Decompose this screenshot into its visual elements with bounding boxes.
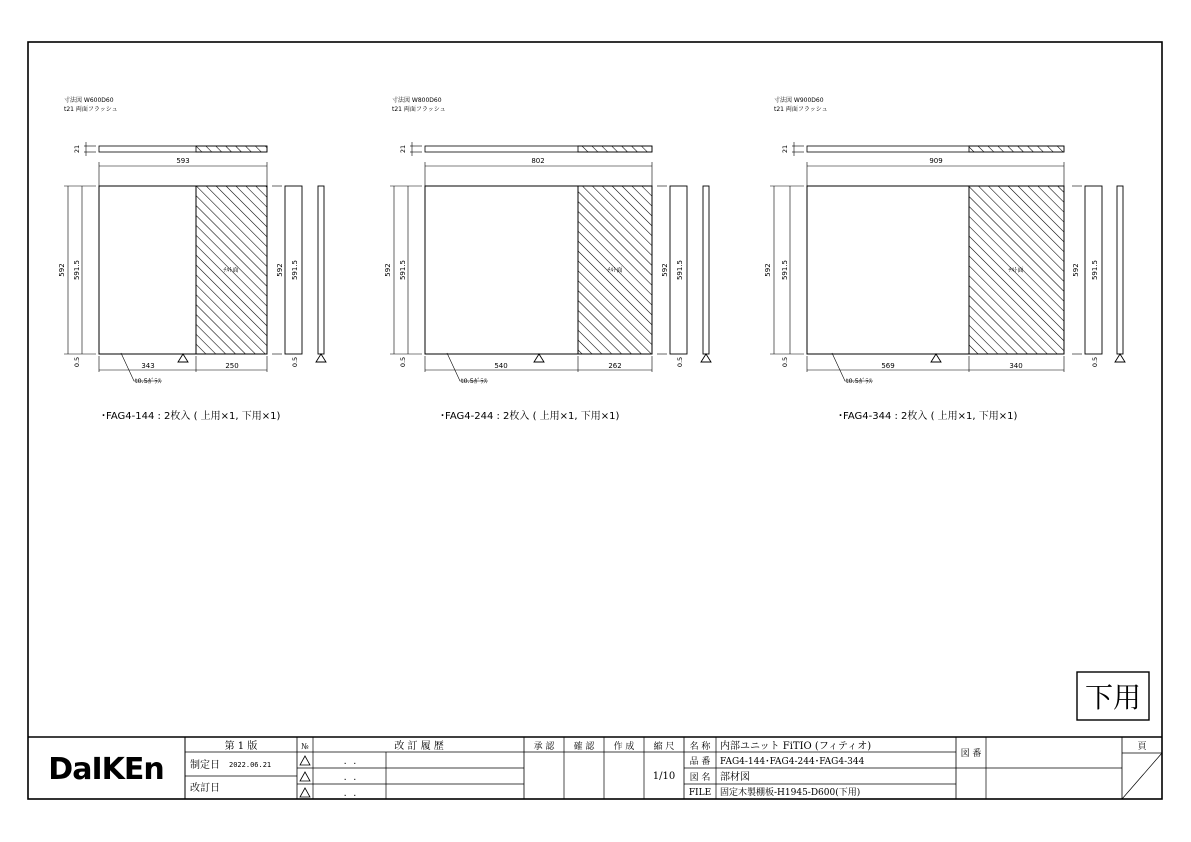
scale-value: 1/10 xyxy=(652,771,676,782)
dim-thickness: 21 xyxy=(399,144,407,154)
side-height-inner: 591.5 xyxy=(291,259,299,281)
caption: ･FAG4-344 : 2枚入 ( 上用×1, 下用×1) xyxy=(838,411,1018,422)
dim-bottom-left: 569 xyxy=(881,362,895,370)
established-label: 制定日 xyxy=(190,760,220,771)
panel-drawing-1 xyxy=(58,96,326,422)
revision-date: . . xyxy=(342,789,358,798)
side-bottom-gap: 0.5 xyxy=(291,356,299,368)
revision-triangle-icon xyxy=(300,772,310,781)
side-height-inner: 591.5 xyxy=(1091,259,1099,281)
side-view-edge xyxy=(703,186,709,354)
dim-bottom-left: 343 xyxy=(141,362,155,370)
revision-history: 改 訂 履 歴 xyxy=(394,741,444,752)
part-no-value: FAG4-144･FAG4-244･FAG4-344 xyxy=(720,757,865,767)
dim-height-inner: 591.5 xyxy=(73,259,81,281)
side-view-edge xyxy=(318,186,324,354)
triangle-mark-icon xyxy=(931,354,941,362)
create-label: 作 成 xyxy=(613,742,635,752)
side-bottom-gap: 0.5 xyxy=(1091,356,1099,368)
usage-stamp: 下用 xyxy=(1084,681,1142,714)
leader-label: t0.5ｶﾞﾗｽ xyxy=(846,377,872,385)
dim-width: 909 xyxy=(929,157,943,165)
dim-bottom-gap: 0.5 xyxy=(73,356,81,368)
spec-note-2: t21 両面フラッシュ xyxy=(392,106,446,113)
dim-bottom-right: 262 xyxy=(608,362,622,370)
approval-label: 承 認 xyxy=(533,742,555,752)
caption: ･FAG4-144 : 2枚入 ( 上用×1, 下用×1) xyxy=(101,411,281,422)
thickness-strip-hatch xyxy=(196,146,267,152)
drawing-no-label: 図 番 xyxy=(960,749,982,759)
dim-height: 592 xyxy=(764,263,772,277)
drawing-name-label: 図 名 xyxy=(689,773,711,783)
drawing-name-value: 部材図 xyxy=(720,772,750,783)
dim-height: 592 xyxy=(58,263,66,277)
dim-bottom-right: 250 xyxy=(225,362,239,370)
revision-triangle-icon xyxy=(300,756,310,765)
revised-label: 改訂日 xyxy=(190,783,220,794)
file-value: 固定木製棚板-H1945-D600(下用) xyxy=(720,788,861,798)
dim-width: 593 xyxy=(176,157,190,165)
thickness-strip-hatch xyxy=(578,146,652,152)
established-date: 2022.06.21 xyxy=(229,761,272,769)
no-label: № xyxy=(301,742,309,751)
name-value: 内部ユニット FiTIO (フィティオ) xyxy=(720,741,872,752)
revision-triangle-icon xyxy=(300,788,310,797)
dim-height: 592 xyxy=(384,263,392,277)
company-logo: DaIKEn xyxy=(48,752,164,787)
side-height: 592 xyxy=(661,263,669,277)
thickness-strip-hatch xyxy=(969,146,1064,152)
dim-bottom-gap: 0.5 xyxy=(781,356,789,368)
side-height: 592 xyxy=(276,263,284,277)
dim-width: 802 xyxy=(531,157,545,165)
edition: 第 1 版 xyxy=(224,741,258,752)
hatch-label: ﾁﾙﾄ面 xyxy=(607,267,623,274)
spec-note-2: t21 両面フラッシュ xyxy=(64,106,118,113)
triangle-mark-icon xyxy=(178,354,188,362)
spec-note-2: t21 両面フラッシュ xyxy=(774,106,828,113)
panel-drawing-2 xyxy=(384,96,711,422)
dim-bottom-right: 340 xyxy=(1009,362,1023,370)
side-height-inner: 591.5 xyxy=(676,259,684,281)
check-label: 確 認 xyxy=(573,742,595,752)
side-view-edge xyxy=(1117,186,1123,354)
revision-date: . . xyxy=(342,773,358,782)
file-label: FILE xyxy=(688,788,712,798)
triangle-mark-icon xyxy=(1115,354,1125,362)
dim-bottom-gap: 0.5 xyxy=(399,356,407,368)
hatch-label: ﾁﾙﾄ面 xyxy=(223,267,239,274)
triangle-mark-icon xyxy=(534,354,544,362)
panel-drawing-3 xyxy=(764,96,1125,422)
leader-label: t0.5ｶﾞﾗｽ xyxy=(461,377,487,385)
dim-thickness: 21 xyxy=(781,144,789,154)
name-label: 名 称 xyxy=(689,742,711,752)
spec-note-1: 寸法図 W800D60 xyxy=(392,97,442,104)
caption: ･FAG4-244 : 2枚入 ( 上用×1, 下用×1) xyxy=(440,411,620,422)
page-label: 頁 xyxy=(1137,742,1147,752)
leader-label: t0.5ｶﾞﾗｽ xyxy=(135,377,161,385)
part-no-label: 品 番 xyxy=(689,757,711,767)
triangle-mark-icon xyxy=(701,354,711,362)
dim-thickness: 21 xyxy=(73,144,81,154)
title-block-text xyxy=(190,739,1147,798)
scale-label: 縮 尺 xyxy=(653,742,675,752)
dim-height-inner: 591.5 xyxy=(781,259,789,281)
triangle-mark-icon xyxy=(316,354,326,362)
hatch-label: ﾁﾙﾄ面 xyxy=(1008,267,1024,274)
dim-height-inner: 591.5 xyxy=(399,259,407,281)
dim-bottom-left: 540 xyxy=(494,362,508,370)
spec-note-1: 寸法図 W900D60 xyxy=(774,97,824,104)
spec-note-1: 寸法図 W600D60 xyxy=(64,97,114,104)
revision-date: . . xyxy=(342,757,358,766)
side-height: 592 xyxy=(1072,263,1080,277)
side-bottom-gap: 0.5 xyxy=(676,356,684,368)
